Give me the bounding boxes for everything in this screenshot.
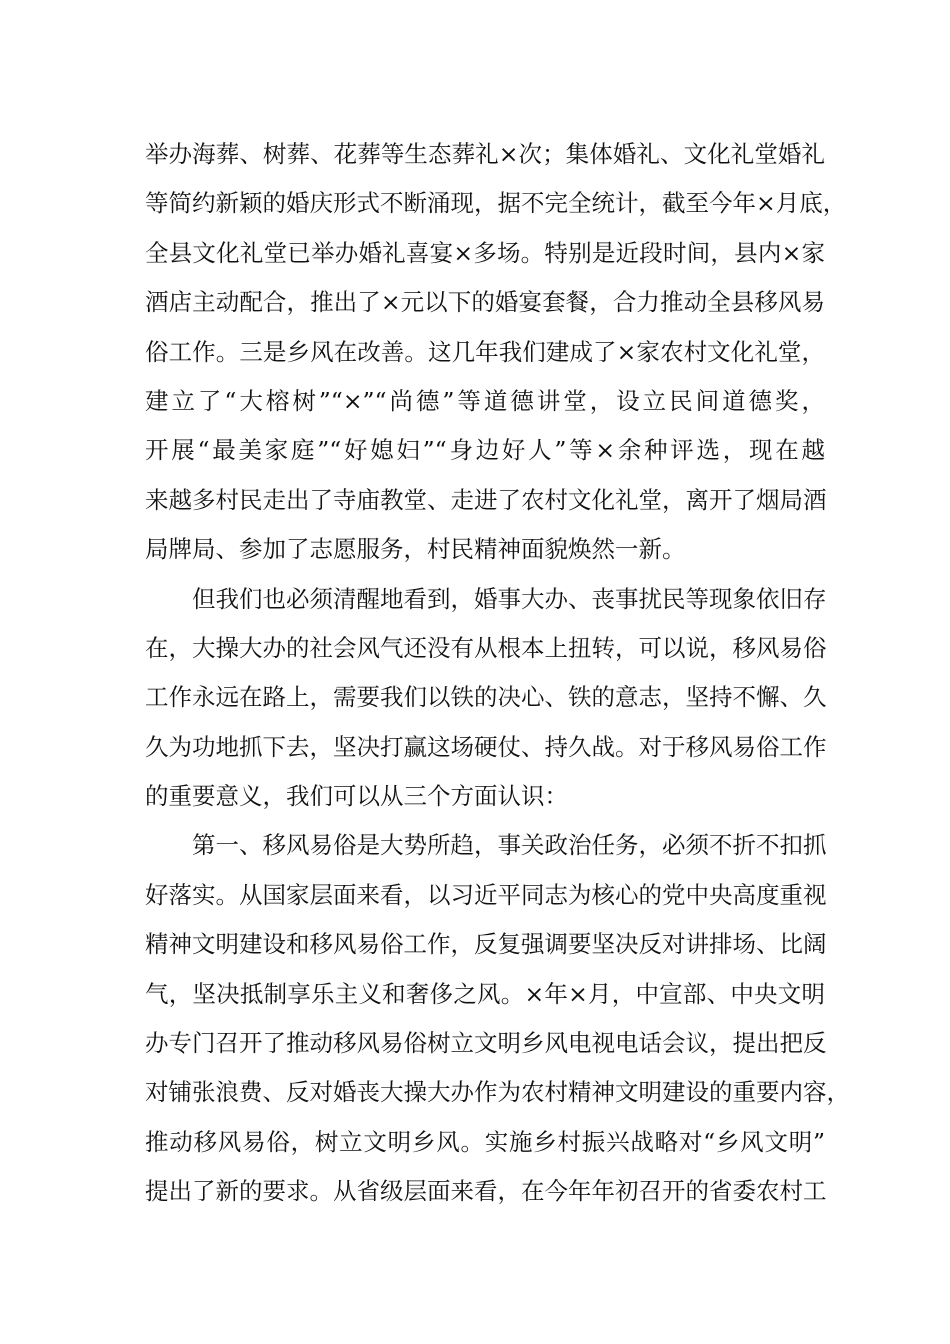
text-line: 提出了新的要求。从省级层面来看，在今年年初召开的省委农村工 <box>145 1177 827 1206</box>
text-line: 气，坚决抵制享乐主义和奢侈之风。×年×月，中宣部、中央文明 <box>145 979 825 1008</box>
text-line: 精神文明建设和移风易俗工作，反复强调要坚决反对讲排场、比阔 <box>145 930 827 959</box>
text-line: 来越多村民走出了寺庙教堂、走进了农村文化礼堂，离开了烟局酒 <box>145 485 827 514</box>
text-line: 办专门召开了推动移风易俗树立文明乡风电视电话会议，提出把反 <box>145 1029 827 1058</box>
text-line: 酒店主动配合，推出了×元以下的婚宴套餐，合力推动全县移风易 <box>145 288 825 317</box>
text-line: 好落实。从国家层面来看，以习近平同志为核心的党中央高度重视 <box>145 880 827 909</box>
text-line: 对铺张浪费、反对婚丧大操大办作为农村精神文明建设的重要内容， <box>145 1078 850 1107</box>
text-line: 局牌局、参加了志愿服务，村民精神面貌焕然一新。 <box>145 535 686 564</box>
text-line: 第一、移风易俗是大势所趋，事关政治任务，必须不折不扣抓 <box>192 831 827 860</box>
text-line: 开展“最美家庭”“好媳妇”“身边好人”等×余种评选，现在越 <box>145 436 825 465</box>
text-line: 推动移风易俗，树立文明乡风。实施乡村振兴战略对“乡风文明” <box>145 1127 825 1156</box>
text-line: 全县文化礼堂已举办婚礼喜宴×多场。特别是近段时间，县内×家 <box>145 238 825 267</box>
text-line: 俗工作。三是乡风在改善。这几年我们建成了×家农村文化礼堂， <box>145 337 825 366</box>
text-line: 在，大操大办的社会风气还没有从根本上扭转，可以说，移风易俗 <box>145 633 827 662</box>
document-body <box>145 130 850 1217</box>
text-line: 等简约新颖的婚庆形式不断涌现，据不完全统计，截至今年×月底， <box>145 189 847 218</box>
text-line: 的重要意义，我们可以从三个方面认识： <box>145 782 568 811</box>
text-line: 建立了“大榕树”“×”“尚德”等道德讲堂，设立民间道德奖， <box>145 386 825 415</box>
text-line: 久为功地抓下去，坚决打赢这场硬仗、持久战。对于移风易俗工作 <box>145 732 827 761</box>
text-line: 工作永远在路上，需要我们以铁的决心、铁的意志，坚持不懈、久 <box>145 683 827 712</box>
text-line: 举办海葬、树葬、花葬等生态葬礼×次；集体婚礼、文化礼堂婚礼 <box>145 140 825 168</box>
text-line: 但我们也必须清醒地看到，婚事大办、丧事扰民等现象依旧存 <box>192 584 827 613</box>
